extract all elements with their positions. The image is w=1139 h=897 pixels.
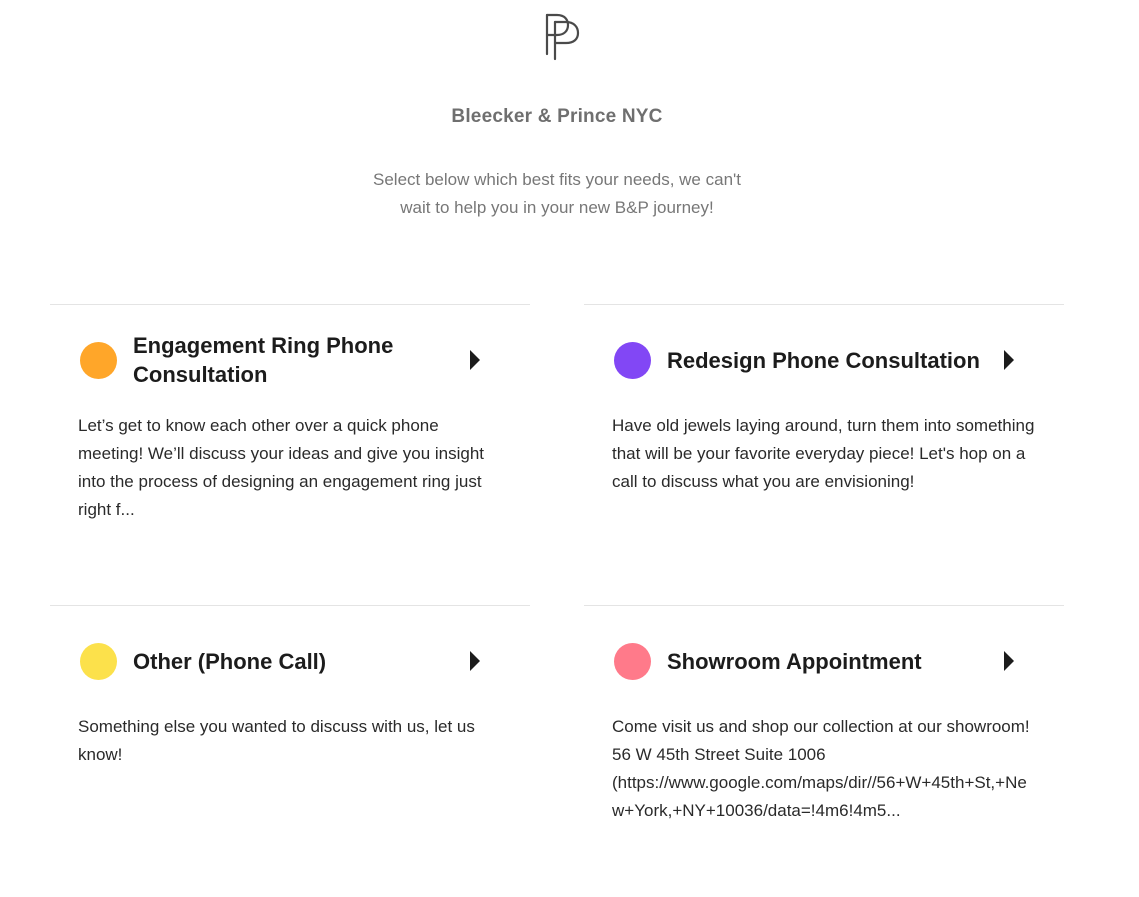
option-header — [78, 329, 506, 391]
arrow-right-icon[interactable] — [1004, 350, 1014, 370]
color-dot — [80, 342, 117, 379]
option-title: Other (Phone Call) — [133, 648, 327, 674]
option-title: Engagement Ring Phone Consultation — [133, 333, 394, 387]
brand-name: Bleecker & Prince NYC — [451, 106, 663, 127]
option-description: Have old jewels laying around, turn them into something that will be your favorite everyday piece! Let's hop on a call to discuss what you are envisioning! — [612, 416, 1035, 491]
option-description: Come visit us and shop our collection at our showroom! 56 W 45th Street Suite 1006 (https://www.google.com/maps/dir//56+W+45th+St,+New+York,+NY+10036/data=!4m6!4m5... — [612, 717, 1030, 820]
option-engagement-ring-consultation[interactable] — [50, 304, 530, 596]
option-description: Let’s get to know each other over a quick phone meeting! We’ll discuss your ideas and give you insight into the process of designing an engagement ring just right f... — [78, 416, 485, 519]
arrow-right-icon[interactable] — [1004, 651, 1014, 671]
option-header — [78, 630, 506, 692]
color-dot — [80, 643, 117, 680]
arrow-right-icon[interactable] — [470, 350, 480, 370]
option-other-phone-call[interactable] — [50, 605, 530, 897]
option-header — [612, 630, 1040, 692]
option-description: Something else you wanted to discuss with us, let us know! — [78, 717, 475, 764]
option-showroom-appointment[interactable] — [584, 605, 1064, 845]
option-redesign-consultation[interactable] — [584, 304, 1064, 596]
option-title: Redesign Phone Consultation — [667, 347, 980, 373]
option-title: Showroom Appointment — [667, 648, 922, 674]
option-header — [612, 329, 1040, 391]
intro-text: Select below which best fits your needs, we can't wait to help you in your new B&P journey! — [373, 170, 741, 217]
bp-monogram-icon — [541, 12, 583, 62]
color-dot — [614, 342, 651, 379]
color-dot — [614, 643, 651, 680]
arrow-right-icon[interactable] — [470, 651, 480, 671]
